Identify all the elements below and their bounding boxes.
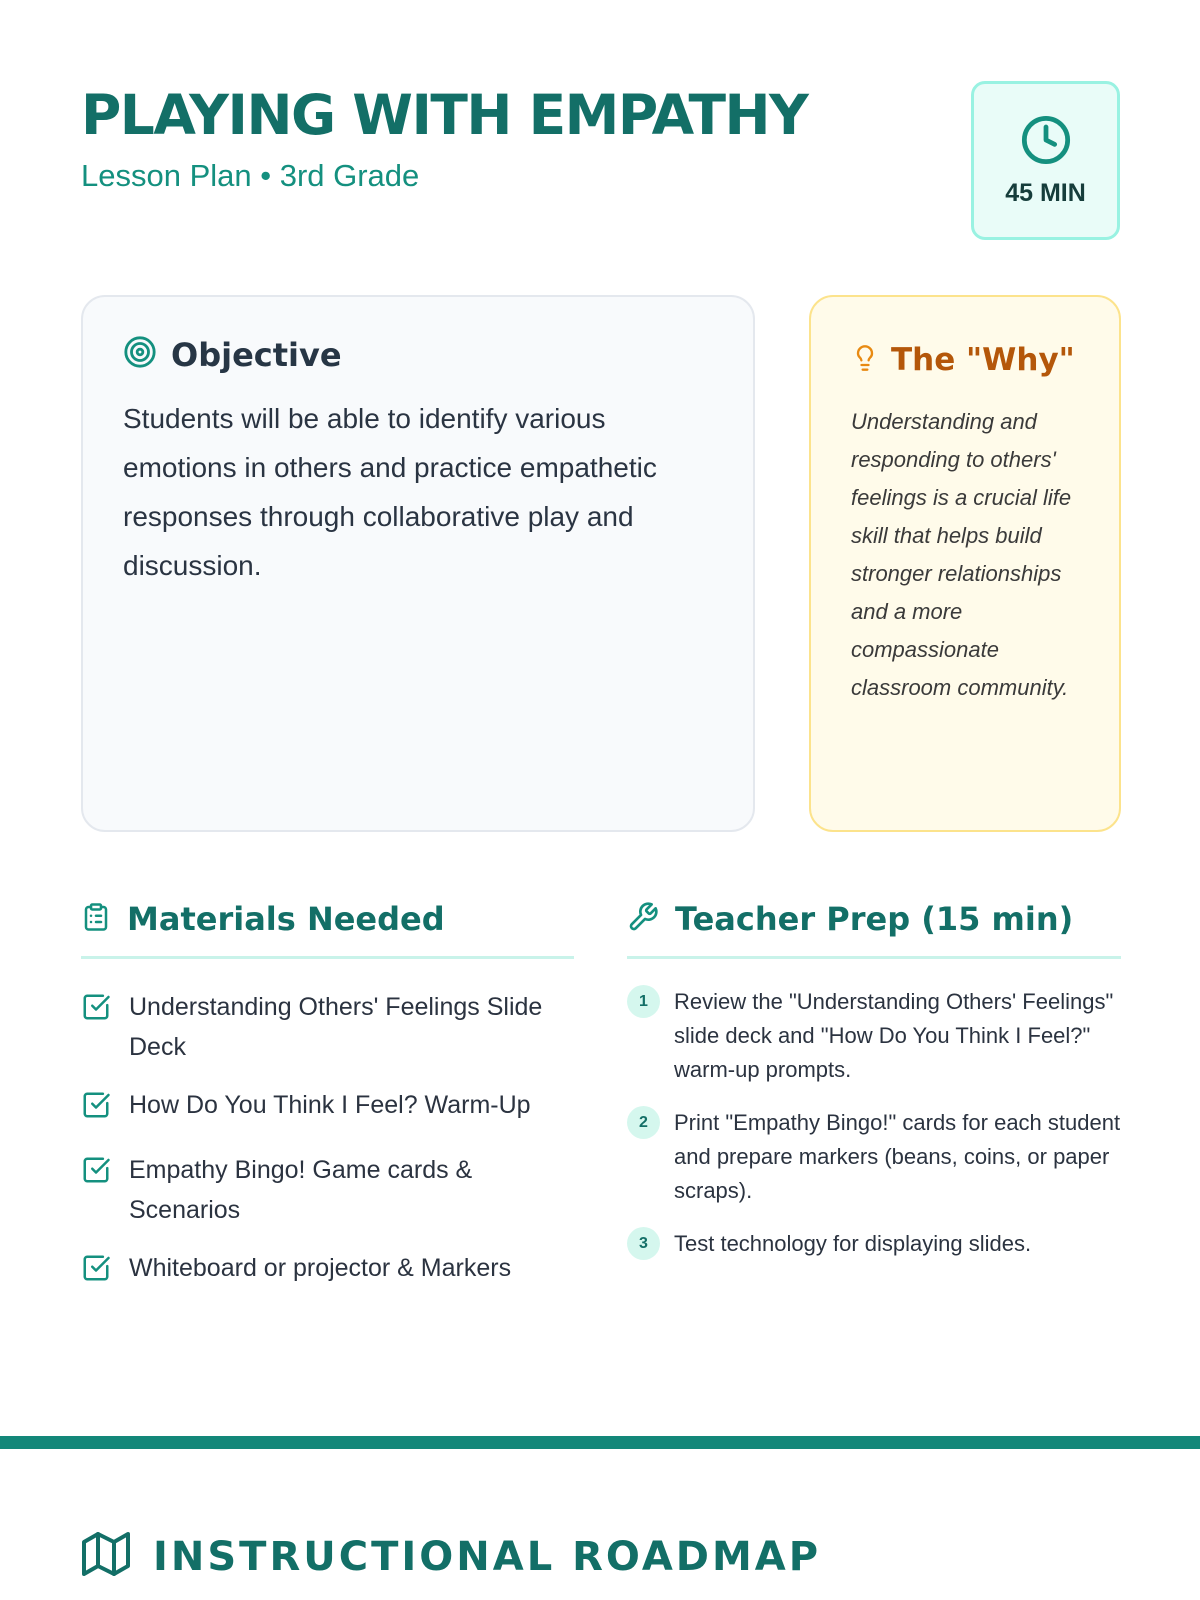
list-item (627, 985, 1121, 1087)
materials-list (81, 987, 574, 1295)
list-item (627, 1106, 1121, 1208)
objective-heading (123, 335, 713, 374)
objective-title: Objective (171, 335, 342, 374)
target-icon (123, 335, 157, 374)
material-label: Understanding Others' Feelings Slide Deck (129, 993, 543, 1061)
duration-badge (971, 81, 1120, 240)
step-text: Test technology for displaying slides. (674, 1231, 1032, 1256)
objective-text: Students will be able to identify various emotions in others and practice empathetic responses through collaborative play and discussion. (123, 403, 657, 581)
list-item (81, 1085, 574, 1132)
clipboard-icon (81, 901, 111, 938)
prep-list (627, 985, 1121, 1261)
lightbulb-icon (851, 341, 879, 380)
step-number: 2 (627, 1106, 660, 1139)
material-label: How Do You Think I Feel? Warm-Up (129, 1091, 531, 1119)
wrench-icon (627, 901, 659, 938)
why-text: Understanding and responding to others' feelings is a crucial life skill that helps build stronger relationships and a more compassionate classroom community. (851, 409, 1072, 700)
clock-icon (1020, 114, 1072, 171)
teacher-prep-section (627, 900, 1121, 1280)
roadmap-title: INSTRUCTIONAL ROADMAP (153, 1533, 822, 1580)
why-card (809, 295, 1121, 832)
lesson-header (81, 82, 1121, 196)
checkbox-icon (81, 1253, 111, 1295)
material-label: Whiteboard or projector & Markers (129, 1254, 512, 1282)
page-subtitle: Lesson Plan • 3rd Grade (81, 158, 420, 193)
step-number: 1 (627, 985, 660, 1018)
map-icon (81, 1530, 131, 1583)
page-title: PLAYING WITH EMPATHY (81, 83, 808, 147)
materials-heading (81, 900, 574, 959)
materials-title: Materials Needed (127, 900, 445, 938)
prep-heading (627, 900, 1121, 959)
list-item (81, 987, 574, 1067)
step-number: 3 (627, 1227, 660, 1260)
list-item (627, 1227, 1121, 1261)
material-label: Empathy Bingo! Game cards & Scenarios (129, 1156, 473, 1224)
list-item (81, 1248, 574, 1295)
objective-card (81, 295, 755, 832)
why-heading (851, 337, 1079, 383)
checkbox-icon (81, 1155, 111, 1197)
list-item (81, 1150, 574, 1230)
duration-text: 45 MIN (1005, 179, 1086, 207)
roadmap-heading (81, 1530, 821, 1583)
step-text: Print "Empathy Bingo!" cards for each student and prepare markers (beans, coins, or paper scraps). (674, 1110, 1121, 1203)
prep-title: Teacher Prep (15 min) (675, 900, 1074, 938)
step-text: Review the "Understanding Others' Feelings" slide deck and "How Do You Think I Feel?" warm-up prompts. (674, 989, 1114, 1082)
why-title: The "Why" (891, 342, 1075, 378)
section-divider (0, 1436, 1200, 1449)
checkbox-icon (81, 992, 111, 1034)
checkbox-icon (81, 1090, 111, 1132)
materials-section (81, 900, 574, 1313)
